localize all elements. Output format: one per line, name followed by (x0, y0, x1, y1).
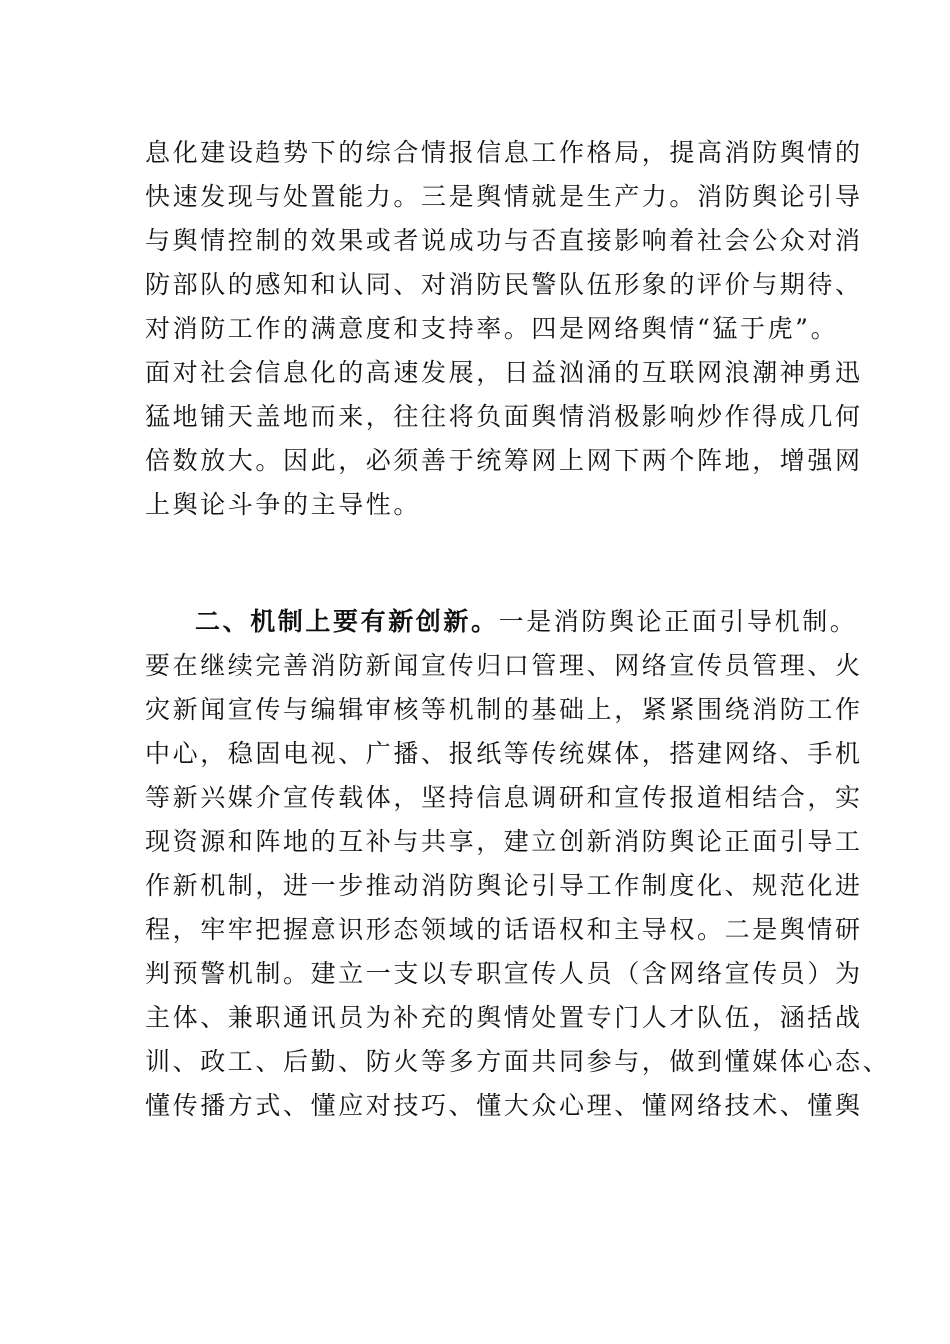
text-line: 与舆情控制的效果或者说成功与否直接影响着社会公众对消 (145, 226, 863, 255)
first-line-text: 一是消防舆论正面引导机制。 (498, 607, 858, 636)
text-line: 现资源和阵地的互补与共享，建立创新消防舆论正面引导工 (145, 827, 863, 856)
text-line: 程，牢牢把握意识形态领域的话语权和主导权。二是舆情研 (145, 915, 863, 944)
text-line: 倍数放大。因此，必须善于统筹网上网下两个阵地，增强网 (145, 446, 863, 475)
text-line: 作新机制，进一步推动消防舆论引导工作制度化、规范化进 (145, 871, 863, 900)
text-line: 中心，稳固电视、广播、报纸等传统媒体，搭建网络、手机 (145, 739, 863, 768)
text-line: 判预警机制。建立一支以专职宣传人员（含网络宣传员）为 (145, 959, 863, 988)
text-line: 等新兴媒介宣传载体，坚持信息调研和宣传报道相结合，实 (145, 783, 863, 812)
section-heading: 二、机制上要有新创新。 (195, 607, 499, 636)
paragraph-1 (145, 131, 863, 527)
text-line: 面对社会信息化的高速发展，日益汹涌的互联网浪潮神勇迅 (145, 358, 863, 387)
text-line: 上舆论斗争的主导性。 (145, 490, 422, 519)
text-line: 防部队的感知和认同、对消防民警队伍形象的评价与期待、 (145, 270, 863, 299)
text-line: 主体、兼职通讯员为补充的舆情处置专门人才队伍，涵括战 (145, 1003, 863, 1032)
text-line: 要在继续完善消防新闻宣传归口管理、网络宣传员管理、火 (145, 651, 863, 680)
text-line: 快速发现与处置能力。三是舆情就是生产力。消防舆论引导 (145, 182, 863, 211)
paragraph-first-line (145, 600, 858, 644)
text-line: 训、政工、后勤、防火等多方面共同参与，做到懂媒体心态、 (145, 1047, 891, 1076)
text-line: 息化建设趋势下的综合情报信息工作格局，提高消防舆情的 (145, 138, 863, 167)
text-line: 猛地铺天盖地而来，往往将负面舆情消极影响炒作得成几何 (145, 402, 863, 431)
text-line: 懂传播方式、懂应对技巧、懂大众心理、懂网络技术、懂舆 (145, 1091, 863, 1120)
text-line: 对消防工作的满意度和支持率。四是网络舆情“猛于虎”。 (145, 314, 839, 343)
paragraph-2 (145, 600, 891, 1128)
text-line: 灾新闻宣传与编辑审核等机制的基础上，紧紧围绕消防工作 (145, 695, 863, 724)
